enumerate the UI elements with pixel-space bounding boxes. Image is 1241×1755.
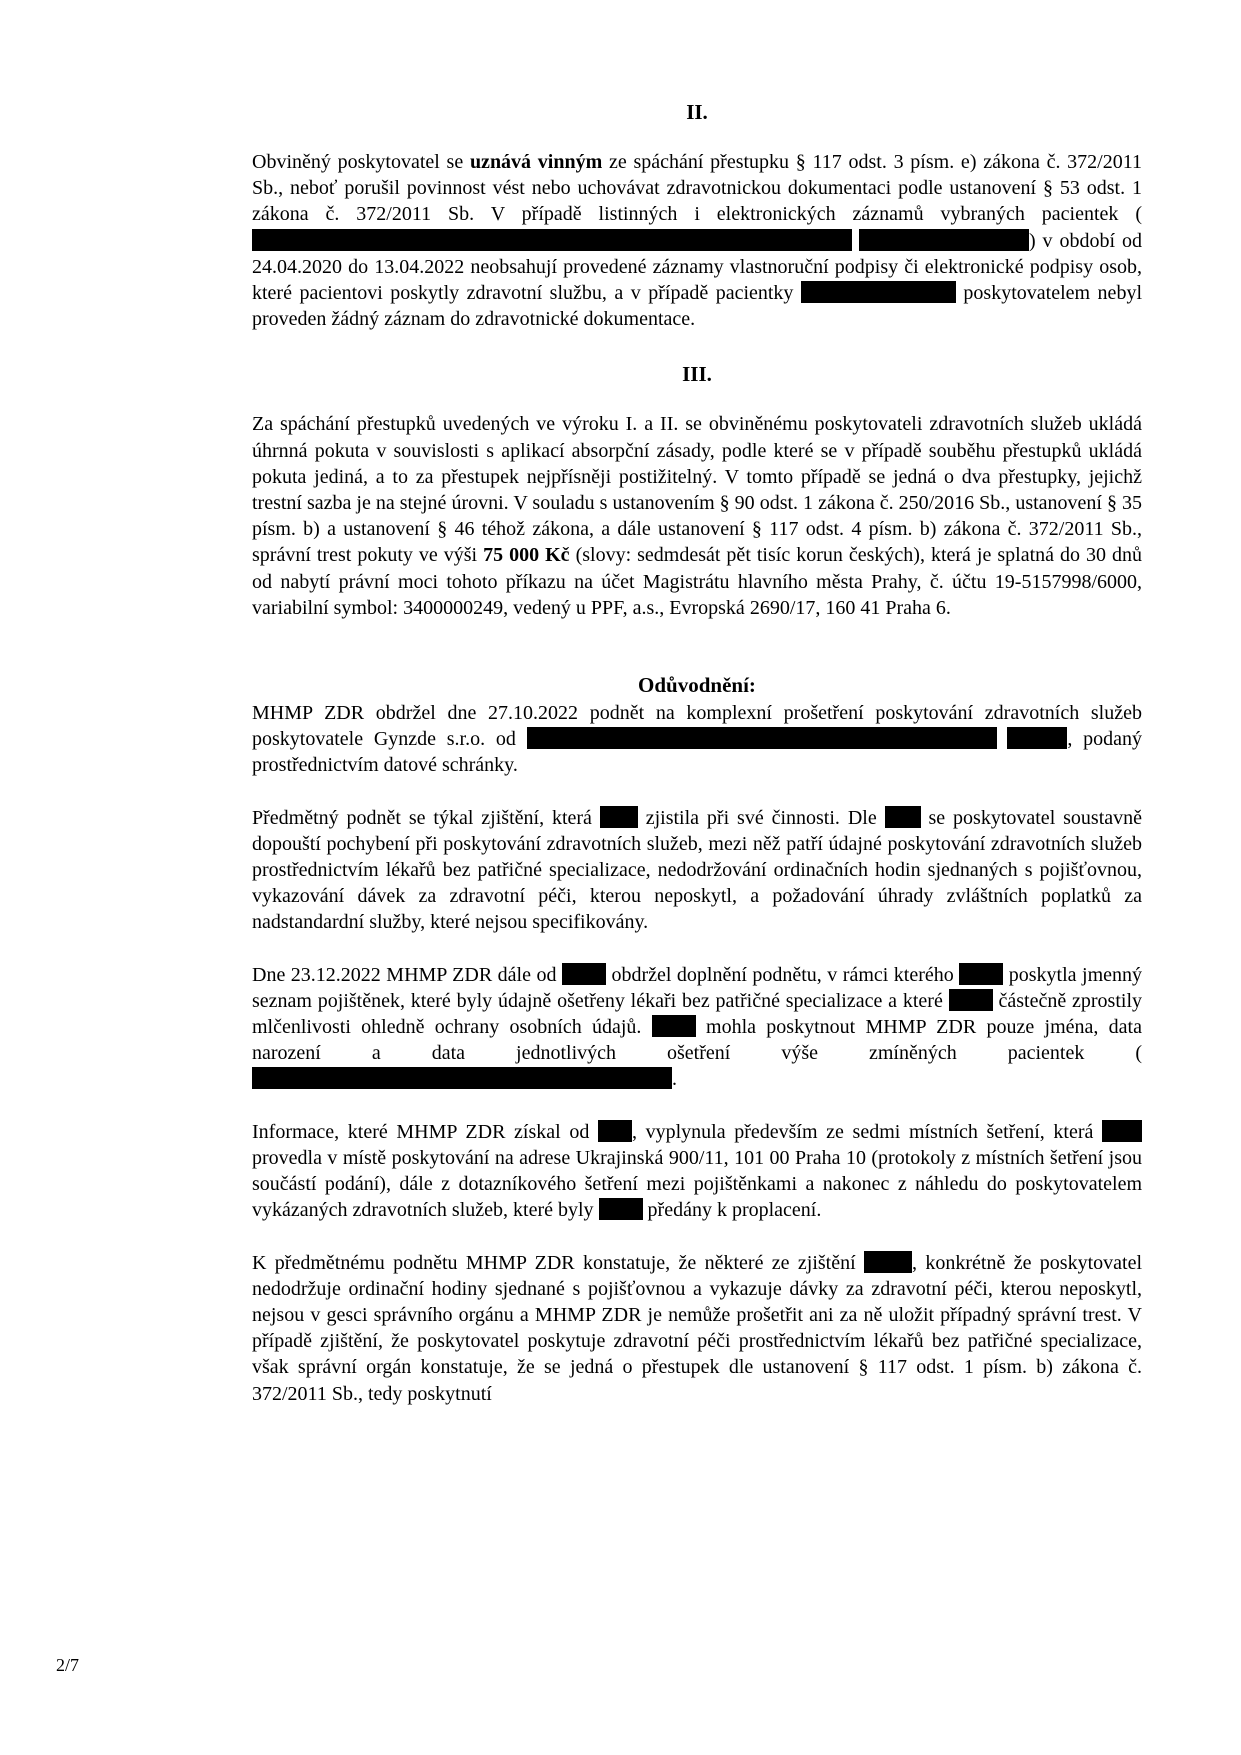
justification-heading: Odůvodnění: xyxy=(638,673,756,698)
redaction-bar xyxy=(562,963,606,985)
guilty-verdict: uznává vinným xyxy=(469,151,603,173)
document-page xyxy=(252,100,1142,1433)
redaction-bar xyxy=(1102,1120,1142,1142)
redaction-bar xyxy=(252,229,852,251)
redaction-bar xyxy=(599,1198,643,1220)
section-ii-paragraph: Obviněný poskytovatel se uznává vinným ze spáchání přestupku § 117 odst. 3 písm. e) zákona č. 372/2011 Sb., neboť porušil povinnost vést nebo uchovávat zdravotnickou dokumentaci podle ustanovení § 53 odst. 1 zákona č. 372/2011 Sb. V případě listinných i elektronických záznamů vybraných pacientek ( ) v období od 24.04.2020 do 13.04.2022 neobsahují provedené záznamy vlastnoruční podpisy či elektronické podpisy osob, které pacientovi poskytly zdravotní službu, a v případě pacientky poskytovatelem nebyl proveden žádný záznam do zdravotnické dokumentace. xyxy=(252,151,1143,331)
justification-paragraph-1: MHMP ZDR obdržel dne 27.10.2022 podnět na komplexní prošetření poskytování zdravotních služeb poskytovatele Gynzde s.r.o. od , podaný prostřednictvím datové schránky. xyxy=(252,702,1142,777)
redaction-bar xyxy=(252,1067,672,1089)
page-number: 2/7 xyxy=(56,1655,80,1675)
redaction-bar xyxy=(949,989,993,1011)
section-iii-paragraph: Za spáchání přestupků uvedených ve výroku I. a II. se obviněnému poskytovateli zdravotních služeb ukládá úhrnná pokuta v souvislosti s aplikací absorpční zásady, podle které se v případě souběhu přestupků ukládá pokuta jediná, a to za přestupek nejpřísněji postižitelný. V tomto případě se jedná o dva přestupky, jejichž trestní sazba je na stejné úrovni. V souladu s ustanovením § 90 odst. 1 zákona č. 250/2016 Sb., ustanovení § 35 písm. b) a ustanovení § 46 téhož zákona, a dále ustanovení § 117 odst. 4 písm. b) zákona č. 372/2011 Sb., správní trest pokuty ve výši 75 000 Kč (slovy: sedmdesát pět tisíc korun českých), která je splatná do 30 dnů od nabytí právní moci tohoto příkazu na účet Magistrátu hlavního města Prahy, č. účtu 19-5157998/6000, variabilní symbol: 3400000249, vedený u PPF, a.s., Evropská 2690/17, 160 41 Praha 6. xyxy=(252,413,1143,619)
section-iii-heading: III. xyxy=(682,362,712,387)
fine-amount: 75 000 Kč xyxy=(483,544,570,567)
redaction-bar xyxy=(801,281,956,303)
justification-paragraph-3: Dne 23.12.2022 MHMP ZDR dále od obdržel doplnění podnětu, v rámci kterého poskytla jmenný seznam pojištěnek, které byly údajně ošetřeny lékaři bez patřičné specializace a které částečně zprostily mlčenlivosti ohledně ochrany osobních údajů. mohla poskytnout MHMP ZDR pouze jména, data narození a data jednotlivých ošetření výše zmíněných pacientek (. xyxy=(252,963,1143,1091)
justification-paragraph-2: Předmětný podnět se týkal zjištění, která zjistila při své činnosti. Dle se poskytovatel soustavně dopouští pochybení při poskytování zdravotních služeb, mezi něž patří údajné poskytování zdravotních služeb prostřednictvím lékařů bez patřičné specializace, nedodržování ordinačních hodin sjednaných s pojišťovnou, vykazování dávek za zdravotní péči, kterou neposkytl, a požadování úhrady zvláštních poplatků za nadstandardní služby, které nejsou specifikovány. xyxy=(252,806,1143,934)
redaction-bar xyxy=(598,1120,632,1142)
redaction-bar xyxy=(864,1251,912,1273)
redaction-bar xyxy=(600,806,638,828)
redaction-bar xyxy=(885,806,921,828)
redaction-bar xyxy=(1007,727,1067,749)
redaction-bar xyxy=(859,229,1029,251)
justification-paragraph-4: Informace, které MHMP ZDR získal od , vyplynula především ze sedmi místních šetření, která provedla v místě poskytování na adrese Ukrajinská 900/11, 101 00 Praha 10 (protokoly z místních šetření jsou součástí podání), dále z dotazníkového šetření mezi pojištěnkami a nakonec z náhledu do poskytovatelem vykázaných zdravotních služeb, které byly předány k proplacení. xyxy=(252,1120,1142,1222)
redaction-bar xyxy=(527,727,997,749)
section-ii-heading: II. xyxy=(686,100,708,124)
justification-paragraph-5: K předmětnému podnětu MHMP ZDR konstatuje, že některé ze zjištění , konkrétně že poskytovatel nedodržuje ordinační hodiny sjednané s pojišťovnou a vykazuje dávky za zdravotní péči, kterou neposkytl, nejsou v gesci správního orgánu a MHMP ZDR je nemůže prošetřit ani za ně uložit případný správní trest. V případě zjištění, že poskytovatel poskytuje zdravotní péči prostřednictvím lékařů bez patřičné specializace, však správní orgán konstatuje, že se jedná o přestupek dle ustanovení § 117 odst. 1 písm. b) zákona č. 372/2011 Sb., tedy poskytnutí xyxy=(252,1251,1143,1405)
redaction-bar xyxy=(652,1015,696,1037)
redaction-bar xyxy=(959,963,1003,985)
